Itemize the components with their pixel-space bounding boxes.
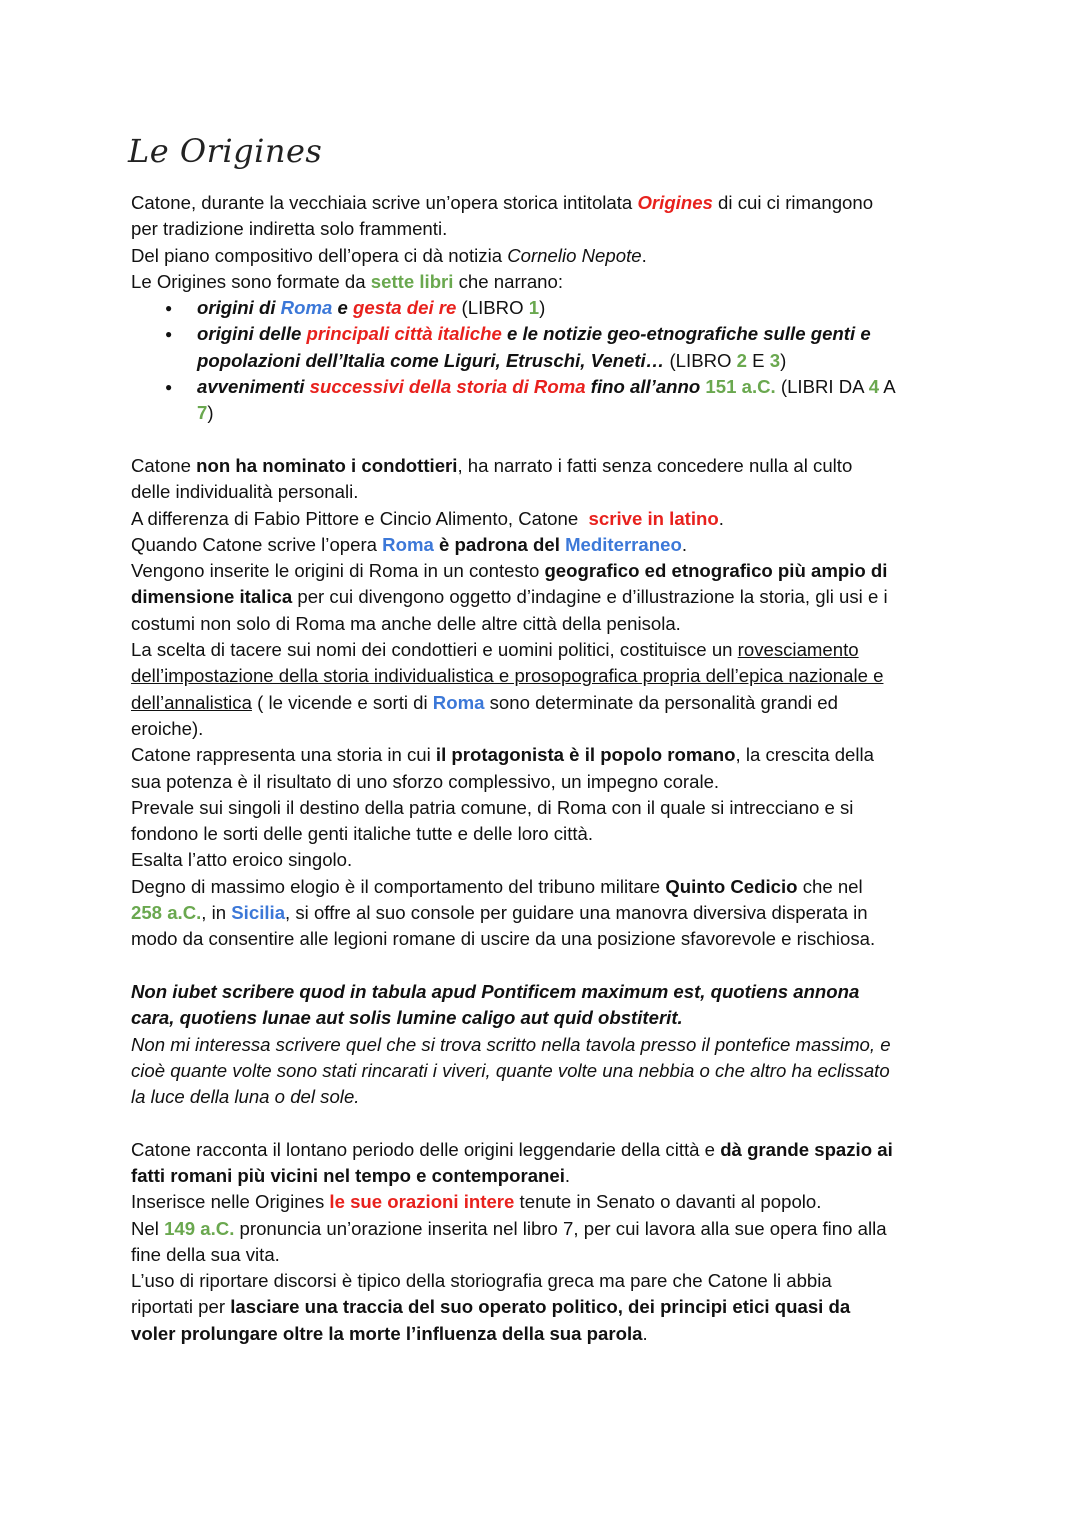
text-segment: ( le vicende e sorti di — [251, 691, 433, 713]
text-segment: Origines — [637, 192, 713, 213]
document-body — [131, 190, 971, 1347]
text-segment: E — [747, 349, 770, 371]
text-segment: lasciare una traccia del suo operato politico, dei principi etici quasi da voler prolungare oltre la morte l’influenza della sua parola — [131, 1296, 851, 1344]
text-segment: (LIBRO — [664, 349, 737, 371]
text-segment: non ha nominato i condottieri — [196, 454, 458, 476]
text-segment: scrive in latino — [588, 507, 719, 529]
text-segment: sono determinate da personalità grandi ed eroiche). Catone rappresenta una storia in cui — [131, 691, 838, 766]
text-segment: , si offre al suo console per guidare una manovra diversiva disperata in modo da consentire alle legioni romane di uscire da una posizione sfavorevole e rischiosa. — [131, 902, 876, 950]
text-segment: . Vengono inserite le origini di Roma in un contesto — [131, 533, 687, 582]
text-segment: (LIBRO — [456, 297, 529, 319]
list-item — [197, 374, 971, 427]
text-segment: che narrano: — [453, 270, 564, 292]
paragraph — [131, 190, 971, 295]
text-segment: Catone racconta il lontano periodo delle origini leggendarie della città e — [131, 1138, 721, 1160]
text-segment: gesta dei re — [353, 297, 457, 319]
text-segment: Roma — [382, 533, 434, 555]
text-segment: ) — [780, 349, 787, 371]
text-segment: Mediterraneo — [565, 533, 682, 555]
text-segment: avvenimenti — [197, 376, 310, 398]
bullet-list — [131, 295, 971, 426]
text-segment: 2 — [736, 349, 747, 371]
text-segment: Roma — [432, 691, 485, 713]
text-segment: 149 a.C. — [164, 1217, 235, 1239]
text-segment: ) — [539, 297, 546, 319]
text-segment: 1 — [528, 297, 540, 319]
text-segment: e — [332, 297, 354, 319]
text-segment: che nel — [802, 875, 863, 897]
text-segment: di cui ci rimangono per tradizione indiretta solo frammenti. Del piano compositivo dell’opera ci dà notizia — [131, 192, 874, 266]
text-segment: , ha narrato i fatti senza concedere nulla al culto delle individualità personali. A differenza di Fabio Pittore e Cincio Alimento, Catone — [131, 454, 853, 529]
text-segment: A — [883, 376, 896, 398]
text-segment: Sicilia — [231, 902, 286, 924]
text-segment: pronuncia un’orazione inserita nel libro 7, per cui lavora alla sue opera fino alla fine della sua vita. L’uso di riportare discorsi è tipico della storiografia greca ma pare che Catone li abbia riportati per — [131, 1217, 887, 1318]
text-segment: tenute in Senato o davanti al popolo. Nel — [131, 1191, 822, 1239]
text-segment: (LIBRI DA — [775, 376, 869, 398]
text-segment: , in — [201, 902, 232, 924]
text-segment: fino all’anno — [585, 376, 706, 398]
text-segment: rovesciamento dell’impostazione della storia individualistica e prosopografica propria dell’epica nazionale e dell’annalistica — [131, 639, 884, 713]
text-segment: per cui divengono oggetto d’indagine e d’illustrazione la storia, gli usi e i costumi non solo di Roma ma anche delle altre città della penisola. La scelta di tacere sui nomi dei condottieri e uomini politici, costituisce un — [131, 586, 888, 661]
text-segment: , la crescita della sua potenza è il risultato di uno sforzo complessivo, un impegno corale. Prevale sui singoli il destino della patria comune, di Roma con il quale si intrecciano e si fondono le sorti delle genti italiche tutte e delle loro città. Esalta l’atto eroico singolo. Degno di massimo elogio è il comportamento del tribuno militare — [131, 744, 874, 897]
text-segment: geografico ed etnografico più ampio di dimensione italica — [131, 560, 888, 608]
text-segment: ) — [207, 402, 214, 424]
text-segment: Catone — [131, 454, 197, 476]
text-segment: è padrona del — [433, 533, 566, 555]
text-segment: le sue orazioni intere — [329, 1191, 515, 1213]
text-segment: origini delle — [197, 323, 307, 345]
paragraph — [131, 979, 971, 1110]
list-item — [197, 321, 971, 374]
text-segment: dà grande spazio ai fatti romani più vicini nel tempo e contemporanei — [131, 1138, 893, 1186]
text-segment: origini di — [197, 297, 281, 319]
text-segment: Catone, durante la vecchiaia scrive un’opera storica intitolata — [131, 192, 638, 213]
text-segment: Cornelio Nepote — [507, 244, 642, 266]
text-segment: Roma — [280, 297, 333, 319]
text-segment: . Quando Catone scrive l’opera — [131, 507, 724, 555]
text-segment: principali città italiche — [306, 323, 502, 345]
text-segment: 3 — [769, 349, 781, 371]
text-segment: Quinto Cedicio — [665, 875, 798, 897]
text-segment: 7 — [197, 402, 208, 424]
text-segment: e le notizie geo-etnografiche sulle genti e popolazioni dell’Italia come Liguri, Etruschi, Veneti… — [197, 323, 871, 371]
text-segment: . Le Origines sono formate da — [131, 244, 647, 292]
text-segment: . Inserisce nelle Origines — [131, 1164, 571, 1213]
list-item — [197, 295, 971, 321]
text-segment: . — [642, 1322, 648, 1344]
text-segment: 258 a.C. — [131, 902, 202, 924]
page-title: Le Origines — [128, 132, 323, 170]
text-segment: sette libri — [370, 270, 454, 292]
text-segment: Non mi interessa scrivere quel che si trova scritto nella tavola presso il pontefice massimo, e cioè quante volte sono stati rincarati i viveri, quante volte una nebbia o che altro ha eclissato la luce della luna o del sole. — [131, 1033, 891, 1108]
paragraph — [131, 1137, 971, 1347]
text-segment: Non iubet scribere quod in tabula apud Pontificem maximum est, quotiens annona cara, quotiens lunae aut solis lumine caligo aut quid obstiterit. — [131, 980, 860, 1029]
text-segment: 151 a.C. — [705, 376, 776, 398]
text-segment: 4 — [868, 376, 880, 398]
paragraph — [131, 453, 971, 953]
text-segment: successivi della storia di Roma — [309, 376, 586, 398]
text-segment: il protagonista è il popolo romano — [435, 744, 736, 766]
